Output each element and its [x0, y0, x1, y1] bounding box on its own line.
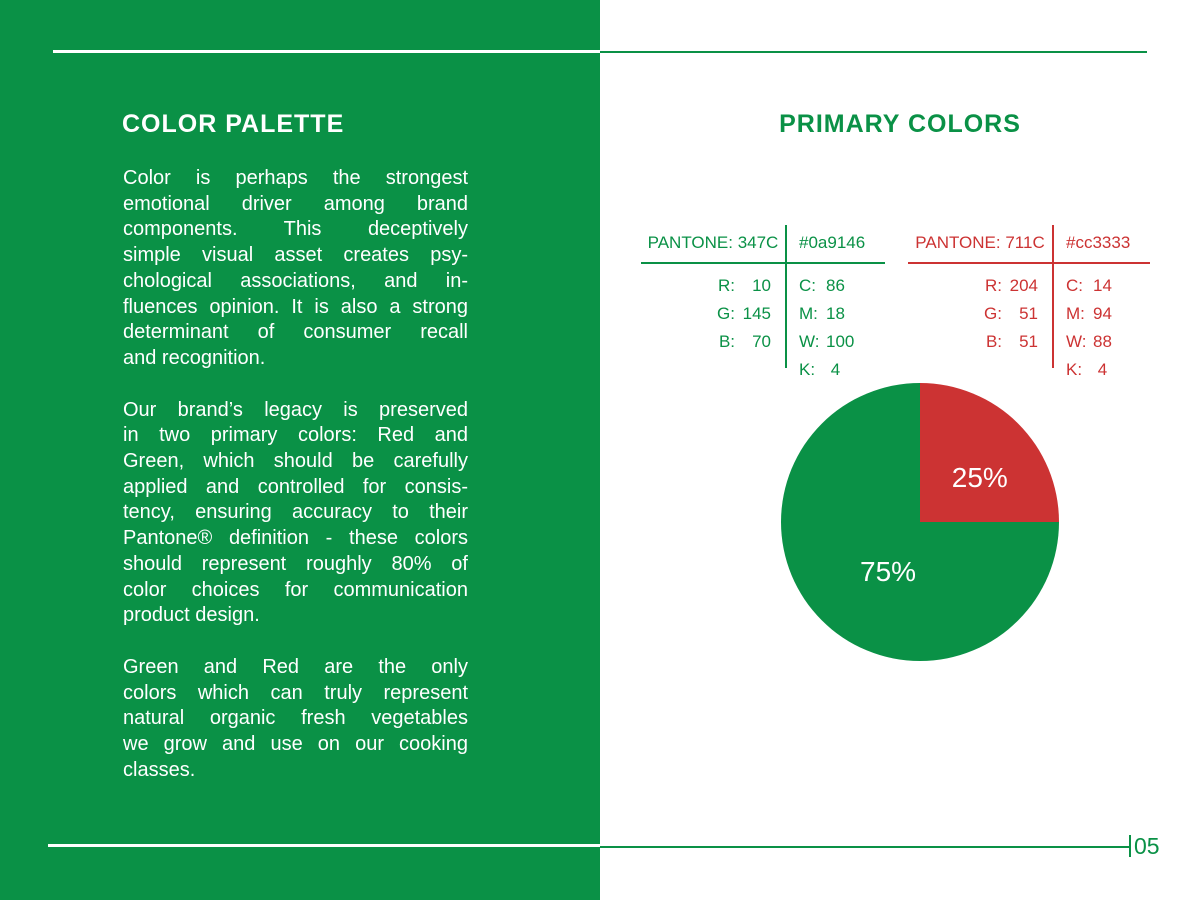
spec-row	[908, 328, 1052, 356]
text-line: Green, which should be carefully	[123, 450, 468, 473]
spec-row-label: G:	[717, 304, 735, 323]
spec-row-value: 204	[1009, 276, 1038, 295]
text-line: chological associations, and in-	[123, 269, 468, 292]
text-line: product design.	[123, 604, 260, 627]
vertical-divider	[785, 225, 787, 368]
spec-row-label: W:	[799, 332, 820, 351]
spec-row-value: 4	[826, 360, 841, 379]
spec-row-value: 18	[826, 304, 845, 323]
text-line: colors which can truly represent	[123, 681, 468, 704]
spec-row	[1066, 300, 1112, 328]
spec-row-label: B:	[718, 332, 735, 351]
spec-row-label: K:	[1066, 360, 1083, 379]
body-text	[123, 166, 468, 809]
spec-row	[1066, 328, 1112, 356]
text-line: Color is perhaps the strongest	[123, 167, 468, 189]
top-rule-left	[53, 50, 600, 53]
text-line: Green and Red are the only	[123, 655, 468, 678]
bottom-rule-right	[600, 846, 1129, 848]
spec-row	[908, 300, 1052, 328]
spec-row-label: K:	[799, 360, 816, 379]
vertical-divider	[1052, 225, 1054, 368]
text-line: and recognition.	[123, 346, 266, 369]
text-line: classes.	[123, 758, 196, 781]
text-line: simple visual asset creates psy-	[123, 244, 468, 267]
spec-row	[641, 328, 785, 356]
spec-row-value: 4	[1093, 360, 1108, 379]
text-line: in two primary colors: Red and	[123, 424, 468, 447]
pie-slice-label-green: 75%	[859, 556, 917, 588]
section-title: PRIMARY COLORS	[779, 110, 1021, 138]
hex-label: #cc3333	[1066, 233, 1131, 252]
spec-row-value: 14	[1093, 276, 1112, 295]
text-line: emotional driver among brand	[123, 192, 468, 215]
text-line: we grow and use on our cooking	[123, 733, 468, 756]
top-rule-right	[600, 51, 1147, 53]
color-spec-red	[908, 225, 1150, 379]
spec-row	[799, 328, 854, 356]
color-spec-green	[641, 225, 885, 379]
page-number: 05	[1134, 833, 1160, 859]
spec-row	[908, 272, 1052, 300]
text-line: color choices for communication	[123, 578, 468, 601]
spec-row-label: C:	[799, 276, 816, 295]
spec-row	[1066, 356, 1112, 384]
spec-row	[641, 300, 785, 328]
spec-row-value: 145	[742, 304, 771, 323]
right-page	[600, 0, 1200, 900]
spec-row-label: B:	[985, 332, 1002, 351]
text-line: Our brand’s legacy is preserved	[123, 398, 468, 421]
pie-chart	[781, 383, 1059, 661]
spec-row-label: G:	[984, 304, 1002, 323]
page-title: COLOR PALETTE	[122, 110, 345, 138]
spec-row-value: 100	[826, 332, 855, 351]
spec-row-label: R:	[718, 276, 735, 295]
text-line: tency, ensuring accuracy to their	[123, 501, 468, 524]
spec-row-value: 94	[1093, 304, 1112, 323]
text-line: fluences opinion. It is also a strong	[123, 295, 468, 318]
pantone-label: PANTONE: 347C	[647, 233, 779, 252]
text-line: components. This deceptively	[123, 218, 468, 241]
pie-slice-label-red: 25%	[951, 462, 1008, 494]
spec-row-value: 51	[1019, 332, 1038, 351]
text-line: natural organic fresh vegetables	[123, 707, 468, 730]
hex-label: #0a9146	[799, 233, 866, 252]
cmyk-values	[799, 272, 854, 384]
horizontal-divider	[641, 262, 885, 264]
text-line: determinant of consumer recall	[123, 321, 468, 344]
spec-row-value: 10	[752, 276, 771, 295]
paragraph	[123, 398, 468, 629]
paragraph	[123, 655, 468, 784]
horizontal-divider	[908, 262, 1150, 264]
bottom-rule-left	[48, 844, 600, 847]
rgb-values	[908, 272, 1052, 356]
spec-row-label: R:	[985, 276, 1002, 295]
spec-row-value: 88	[1093, 332, 1112, 351]
spec-row	[1066, 272, 1112, 300]
spec-row-value: 86	[826, 276, 845, 295]
rgb-values	[641, 272, 785, 356]
spec-row-value: 51	[1019, 304, 1038, 323]
spec-row	[641, 272, 785, 300]
spec-row	[799, 300, 854, 328]
page-number-tick	[1129, 835, 1131, 857]
spec-row-label: C:	[1066, 276, 1083, 295]
spec-row	[799, 272, 854, 300]
text-line: should represent roughly 80% of	[123, 552, 468, 575]
spec-row-label: M:	[1066, 304, 1085, 323]
text-line: applied and controlled for consis-	[123, 475, 468, 498]
spec-row-label: M:	[799, 304, 818, 323]
text-line: Pantone® definition - these colors	[123, 527, 468, 550]
paragraph	[123, 166, 468, 372]
spec-row-value: 70	[752, 332, 771, 351]
spec-row-label: W:	[1066, 332, 1087, 351]
spec-row	[799, 356, 854, 384]
cmyk-values	[1066, 272, 1112, 384]
pantone-label: PANTONE: 711C	[915, 233, 1045, 252]
